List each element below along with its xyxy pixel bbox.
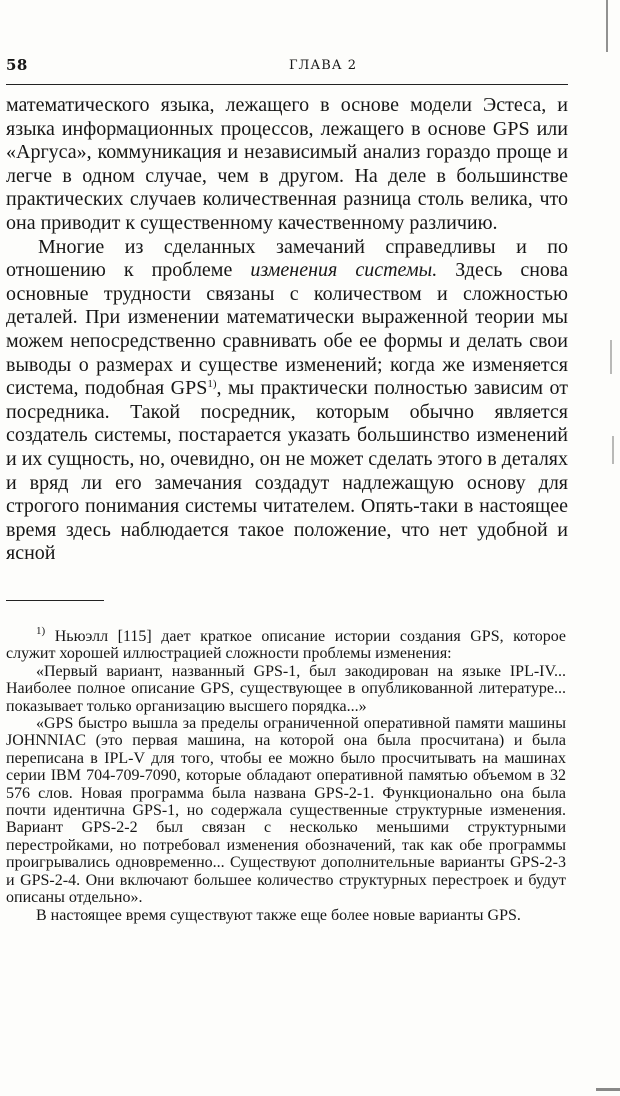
scan-edge-mark (596, 1088, 620, 1091)
paragraph-2-lead: Многие из сделанных замечаний справедливы и по отношению к проблеме (6, 235, 568, 282)
footnote-intro-text: Ньюэлл [115] дает краткое описание истории создания GPS, которое служит хорошей иллюстрацией сложности проблемы изменения: (6, 628, 566, 663)
body-text (6, 94, 568, 566)
paragraph-2-tail: , мы практически полностью зависим от посредника. Такой посредник, которым обычно является создатель системы, постарается указать большинство изменений и их сущность, но, очевидно, он не может сделать этого в деталях и вряд ли его замечания создадут надлежащую основу для строгого понимания системы читателем. Опять-таки в настоящее время здесь наблюдается такое положение, что нет удобной и ясной (6, 377, 568, 565)
footnote-marker: 1) (36, 625, 46, 637)
footnote-reference: 1) (207, 378, 217, 391)
emphasis-system-change: изменения системы. (250, 259, 438, 282)
footnote-intro (6, 625, 566, 663)
paragraph-1-text: математического языка, лежащего в основе модели Эстеса, и языка информационных процессов, лежащего в основе GPS или «Аргуса», коммуникация и независимый анализ гораздо проще и легче в одном случае, чем в другом. На деле в большинстве практических случаев количественная разница столь велика, что она приводит к существенному качественному различию. (6, 94, 568, 234)
footnote-quote-1: «Первый вариант, названный GPS-1, был закодирован на языке IPL-IV... Наиболее полное описание GPS, существующее в опубликованной литературе... показывает только организацию высшего порядка...» (6, 662, 566, 715)
scan-edge-mark (612, 436, 614, 464)
running-head: ГЛАВА 2 (288, 58, 358, 73)
paragraph-1 (6, 94, 568, 236)
page-number: 58 (6, 56, 28, 74)
paragraph-2-middle: Здесь снова основные трудности связаны с количеством и сложностью деталей. При изменении математически выраженной теории мы можем непосредственно сравнивать обе ее формы и делать свои выводы о размерах и существе изменений; когда же изменяется система, подобная GPS (6, 259, 568, 400)
footnote-closing: В настоящее время существуют также еще более новые варианты GPS. (36, 906, 521, 924)
scan-edge-mark (610, 340, 612, 374)
footnote-rule (6, 600, 104, 601)
scan-edge-mark (606, 0, 608, 52)
paragraph-2 (6, 236, 568, 566)
footnote-quote-2: «GPS быстро вышла за пределы ограниченной оперативной памяти машины JOHNNIAC (это первая машина, на которой она была просчитана) и была переписана в IPL-V для того, чтобы ее можно было просчитывать на машинах серии IBM 704-709-7090, которые обладают оперативной памятью объемом в 32 576 слов. Новая программа была названа GPS-2-1. Функционально она была почти идентична GPS-1, но содержала существенные структурные изменения. Вариант GPS-2-2 был связан с несколько меньшими структурными перестройками, но потребовал изменения обозначений, так как обе программы проигрывались одновременно... Существуют дополнительные варианты GPS-2-3 и GPS-2-4. Они включают большее количество структурных перестроек и будут описаны отдельно». (6, 715, 566, 907)
header-rule (6, 84, 568, 85)
footnotes (6, 625, 566, 924)
